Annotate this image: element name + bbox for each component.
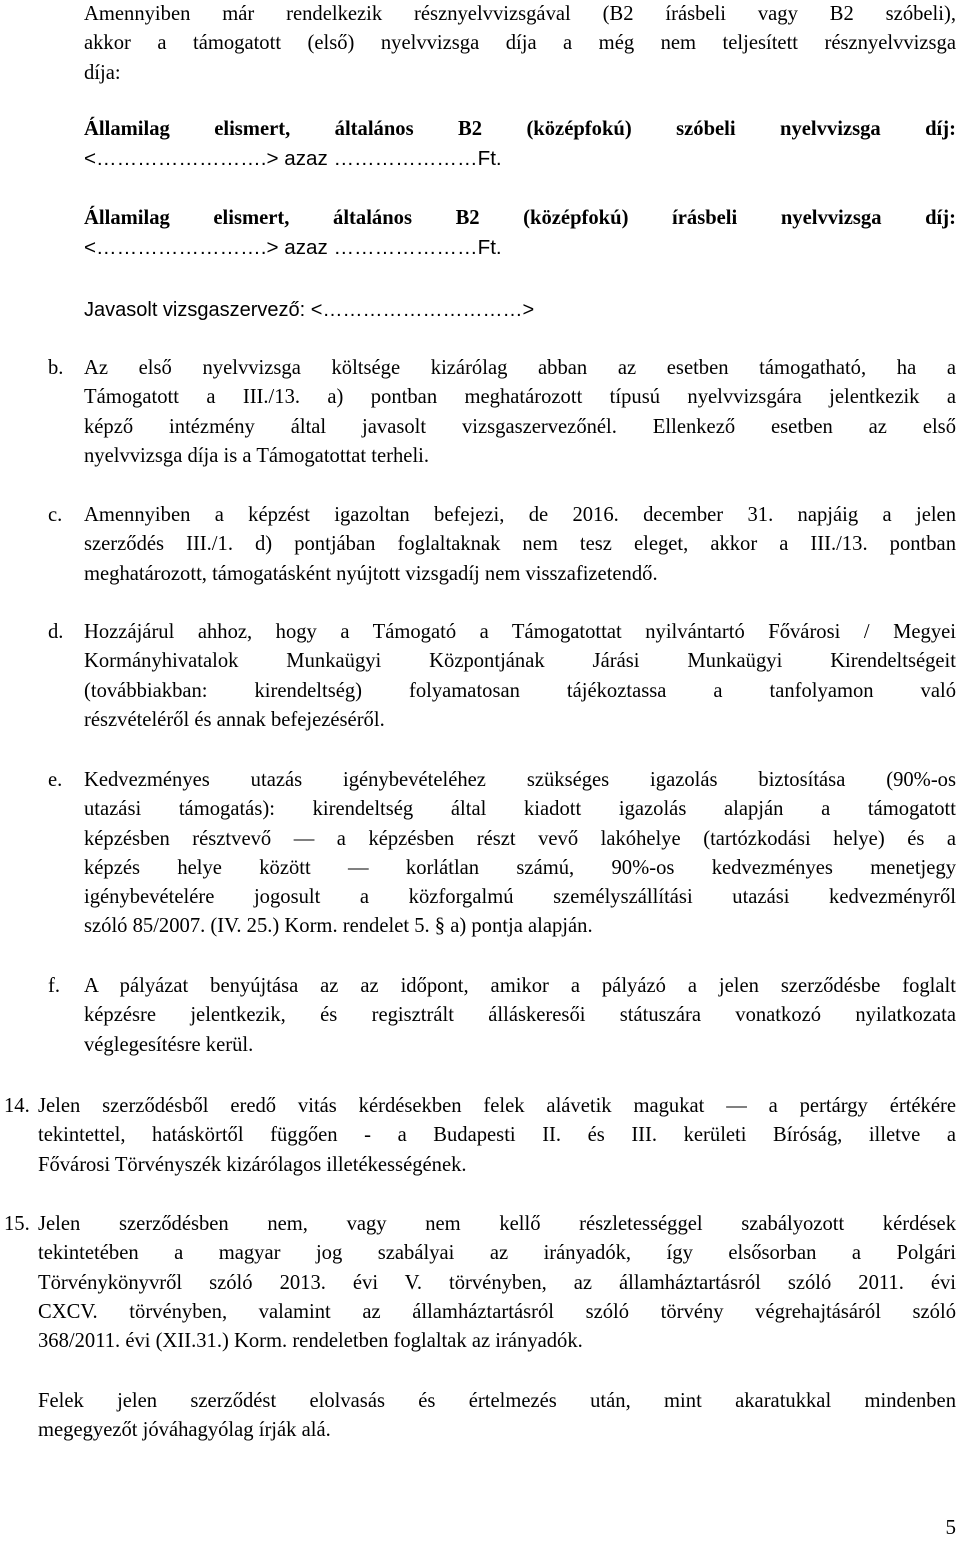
item-marker: c. xyxy=(48,504,63,526)
page-number: 5 xyxy=(945,1515,956,1539)
list-item-f xyxy=(84,972,956,1060)
item-line: képzésre jelentkezik, és regisztrált álláskeresői státuszára vonatkozó nyilatkozata xyxy=(84,1004,956,1027)
section-line: CXCV. törvényben, valamint az államháztartásról szóló törvény végrehajtásáról szóló xyxy=(38,1300,956,1323)
exam-organizer xyxy=(84,296,956,325)
section-number: 15. xyxy=(4,1213,30,1235)
written-exam-fee xyxy=(84,204,956,263)
closing-line: Felek jelen szerződést elolvasás és értelmezés után, mint akaratukkal mindenben xyxy=(38,1390,956,1412)
item-line: meghatározott, támogatásként nyújtott vizsgadíj nem visszafizetendő. xyxy=(84,562,658,585)
organizer-label: Javasolt vizsgaszervező: <…………………………> xyxy=(84,299,535,321)
section-line: tekintetében a magyar jog szabályai az irányadók, így elsősorban a Polgári xyxy=(38,1242,956,1265)
intro-paragraph xyxy=(84,0,956,88)
written-fee-value: <…………………….> azaz …………………Ft. xyxy=(84,236,502,260)
item-line: véglegesítésre kerül. xyxy=(84,1033,254,1056)
section-14 xyxy=(38,1092,956,1180)
oral-fee-value: <…………………….> azaz …………………Ft. xyxy=(84,147,502,171)
item-marker: b. xyxy=(48,357,64,379)
item-line: utazási támogatás): kirendeltség által kiadott igazolás alapján a támogatott xyxy=(84,798,956,821)
item-line: részvételéről és annak befejezéséről. xyxy=(84,708,385,731)
list-item-c xyxy=(84,501,956,589)
item-marker: d. xyxy=(48,621,64,643)
list-item-d xyxy=(84,618,956,735)
section-line: Jelen szerződésből eredő vitás kérdésekben felek alávetik magukat — a pertárgy értékére xyxy=(38,1095,956,1117)
item-line: képzésben résztvevő — a képzésben részt vevő lakóhelye (tartózkodási helye) és a xyxy=(84,827,956,850)
item-line: képző intézmény által javasolt vizsgaszervezőnél. Ellenkező esetben az első xyxy=(84,415,956,438)
item-line: nyelvvizsga díja is a Támogatottat terheli. xyxy=(84,444,430,467)
oral-fee-label: Államilag elismert, általános B2 (középfokú) szóbeli nyelvvizsga díj: xyxy=(84,118,956,140)
written-fee-label: Államilag elismert, általános B2 (középfokú) írásbeli nyelvvizsga díj: xyxy=(84,207,956,229)
item-line: igénybevételére jogosult a közforgalmú személyszállítási utazási kedvezményről xyxy=(84,886,956,909)
section-15 xyxy=(38,1210,956,1356)
section-line: tekintettel, hatáskörtől függően - a Budapesti II. és III. kerületi Bíróság, illetve a xyxy=(38,1124,956,1147)
item-line: szóló 85/2007. (IV. 25.) Korm. rendelet 5. § a) pontja alapján. xyxy=(84,915,593,938)
intro-line: Amennyiben már rendelkezik résznyelvvizsgával (B2 írásbeli vagy B2 szóbeli), xyxy=(84,3,956,25)
item-line: Amennyiben a képzést igazoltan befejezi, de 2016. december 31. napjáig a jelen xyxy=(84,504,956,526)
item-line: képzés helye között — korlátlan számú, 90%-os kedvezményes menetjegy xyxy=(84,856,956,879)
item-marker: e. xyxy=(48,769,63,791)
section-line: Törvénykönyvről szóló 2013. évi V. törvényben, az államháztartásról szóló 2011. évi xyxy=(38,1271,956,1294)
item-line: (továbbiakban: kirendeltség) folyamatosan tájékoztassa a tanfolyamon való xyxy=(84,679,956,702)
item-marker: f. xyxy=(48,975,61,997)
section-line: Fővárosi Törvényszék kizárólagos illetékességének. xyxy=(38,1153,467,1176)
section-line: 368/2011. évi (XII.31.) Korm. rendeletben foglaltak az irányadók. xyxy=(38,1330,583,1353)
section-line: Jelen szerződésben nem, vagy nem kellő részletességgel szabályozott kérdések xyxy=(38,1213,956,1235)
section-number: 14. xyxy=(4,1095,30,1117)
item-line: A pályázat benyújtása az az időpont, amikor a pályázó a jelen szerződésbe foglalt xyxy=(84,975,956,997)
closing-line: megegyezőt jóváhagyólag írják alá. xyxy=(38,1419,331,1442)
intro-line: akkor a támogatott (első) nyelvvizsga díja a még nem teljesített résznyelvvizsga xyxy=(84,32,956,55)
list-item-e xyxy=(84,766,956,942)
item-line: Kedvezményes utazás igénybevételéhez szükséges igazolás biztosítása (90%-os xyxy=(84,769,956,791)
intro-line: díja: xyxy=(84,61,121,84)
item-line: Hozzájárul ahhoz, hogy a Támogató a Támogatottat nyilvántartó Fővárosi / Megyei xyxy=(84,621,956,643)
item-line: Az első nyelvvizsga költsége kizárólag abban az esetben támogatható, ha a xyxy=(84,357,956,379)
oral-exam-fee xyxy=(84,115,956,174)
list-item-b xyxy=(84,354,956,471)
item-line: Támogatott a III./13. a) pontban meghatározott típusú nyelvvizsgára jelentkezik a xyxy=(84,386,956,409)
closing-paragraph xyxy=(38,1387,956,1446)
item-line: szerződés III./1. d) pontjában foglaltaknak nem tesz eleget, akkor a III./13. pontban xyxy=(84,533,956,556)
item-line: Kormányhivatalok Munkaügyi Központjának Járási Munkaügyi Kirendeltségeit xyxy=(84,650,956,673)
